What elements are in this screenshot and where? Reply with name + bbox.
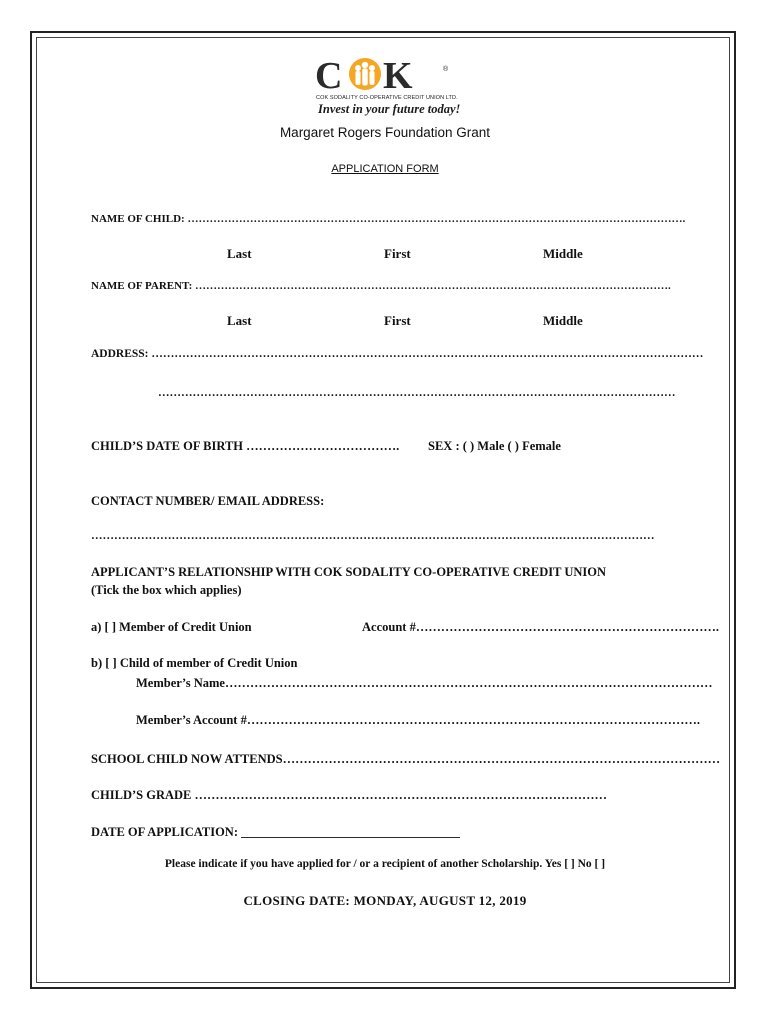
cok-logo-mark	[315, 55, 455, 93]
form-subtitle: APPLICATION FORM	[331, 163, 439, 175]
parent-last-label: Last	[227, 313, 252, 328]
closing-date: CLOSING DATE: MONDAY, AUGUST 12, 2019	[243, 893, 527, 908]
child-name-field[interactable]: NAME OF CHILD: ……………………………………………………………………………………………………………………….	[91, 213, 686, 225]
cok-logo	[300, 55, 470, 119]
member-account-field[interactable]: Account #……………………………………………………………….	[362, 620, 719, 634]
child-first-label: First	[384, 246, 411, 261]
sex-options[interactable]: SEX : ( ) Male ( ) Female	[428, 439, 561, 453]
parent-first-label: First	[384, 313, 411, 328]
school-field[interactable]: SCHOOL CHILD NOW ATTENDS……………………………………………………………………………………………	[91, 752, 721, 766]
page-border-inner	[36, 37, 730, 983]
parent-middle-label: Middle	[543, 313, 583, 328]
logo-people-icon	[355, 62, 375, 86]
dob-field[interactable]: CHILD’S DATE OF BIRTH ……………………………….	[91, 439, 400, 453]
address-field-line-1[interactable]: ADDRESS: ………………………………………………………………………………………………………………………………	[91, 348, 704, 360]
logo-tagline: Invest in your future today!	[318, 102, 461, 116]
logo-letter-c: C	[315, 55, 343, 93]
address-field-line-2[interactable]: ………………………………………………………………………………………………………………………	[158, 387, 676, 399]
member-account-number-field[interactable]: Member’s Account #……………………………………………………………………………………………….	[136, 713, 700, 727]
contact-field[interactable]: …………………………………………………………………………………………………………………………………	[91, 530, 655, 542]
child-middle-label: Middle	[543, 246, 583, 261]
child-of-member-checkbox-option[interactable]: b) [ ] Child of member of Credit Union	[91, 656, 298, 670]
application-date-field[interactable]: DATE OF APPLICATION: ___________________________________	[91, 825, 460, 839]
grade-field[interactable]: CHILD’S GRADE ………………………………………………………………………………………	[91, 788, 607, 802]
registered-mark: ®	[443, 66, 449, 73]
logo-letter-k: K	[383, 55, 413, 93]
scholarship-question[interactable]: Please indicate if you have applied for / or a recipient of another Scholarship. Yes [ ] No [ ]	[164, 858, 606, 870]
relationship-heading: APPLICANT’S RELATIONSHIP WITH COK SODALITY CO-OPERATIVE CREDIT UNION	[91, 565, 607, 579]
parent-name-field[interactable]: NAME OF PARENT: ………………………………………………………………………………………………………………….	[91, 280, 671, 292]
child-last-label: Last	[227, 246, 252, 261]
member-name-field[interactable]: Member’s Name………………………………………………………………………………………………………	[136, 676, 713, 690]
form-title: Margaret Rogers Foundation Grant	[279, 125, 491, 140]
member-checkbox-option[interactable]: a) [ ] Member of Credit Union	[91, 620, 252, 634]
contact-label: CONTACT NUMBER/ EMAIL ADDRESS:	[91, 494, 325, 508]
relationship-instruction: (Tick the box which applies)	[91, 583, 242, 597]
logo-org-name: COK SODALITY CO-OPERATIVE CREDIT UNION LTD.	[316, 95, 458, 101]
